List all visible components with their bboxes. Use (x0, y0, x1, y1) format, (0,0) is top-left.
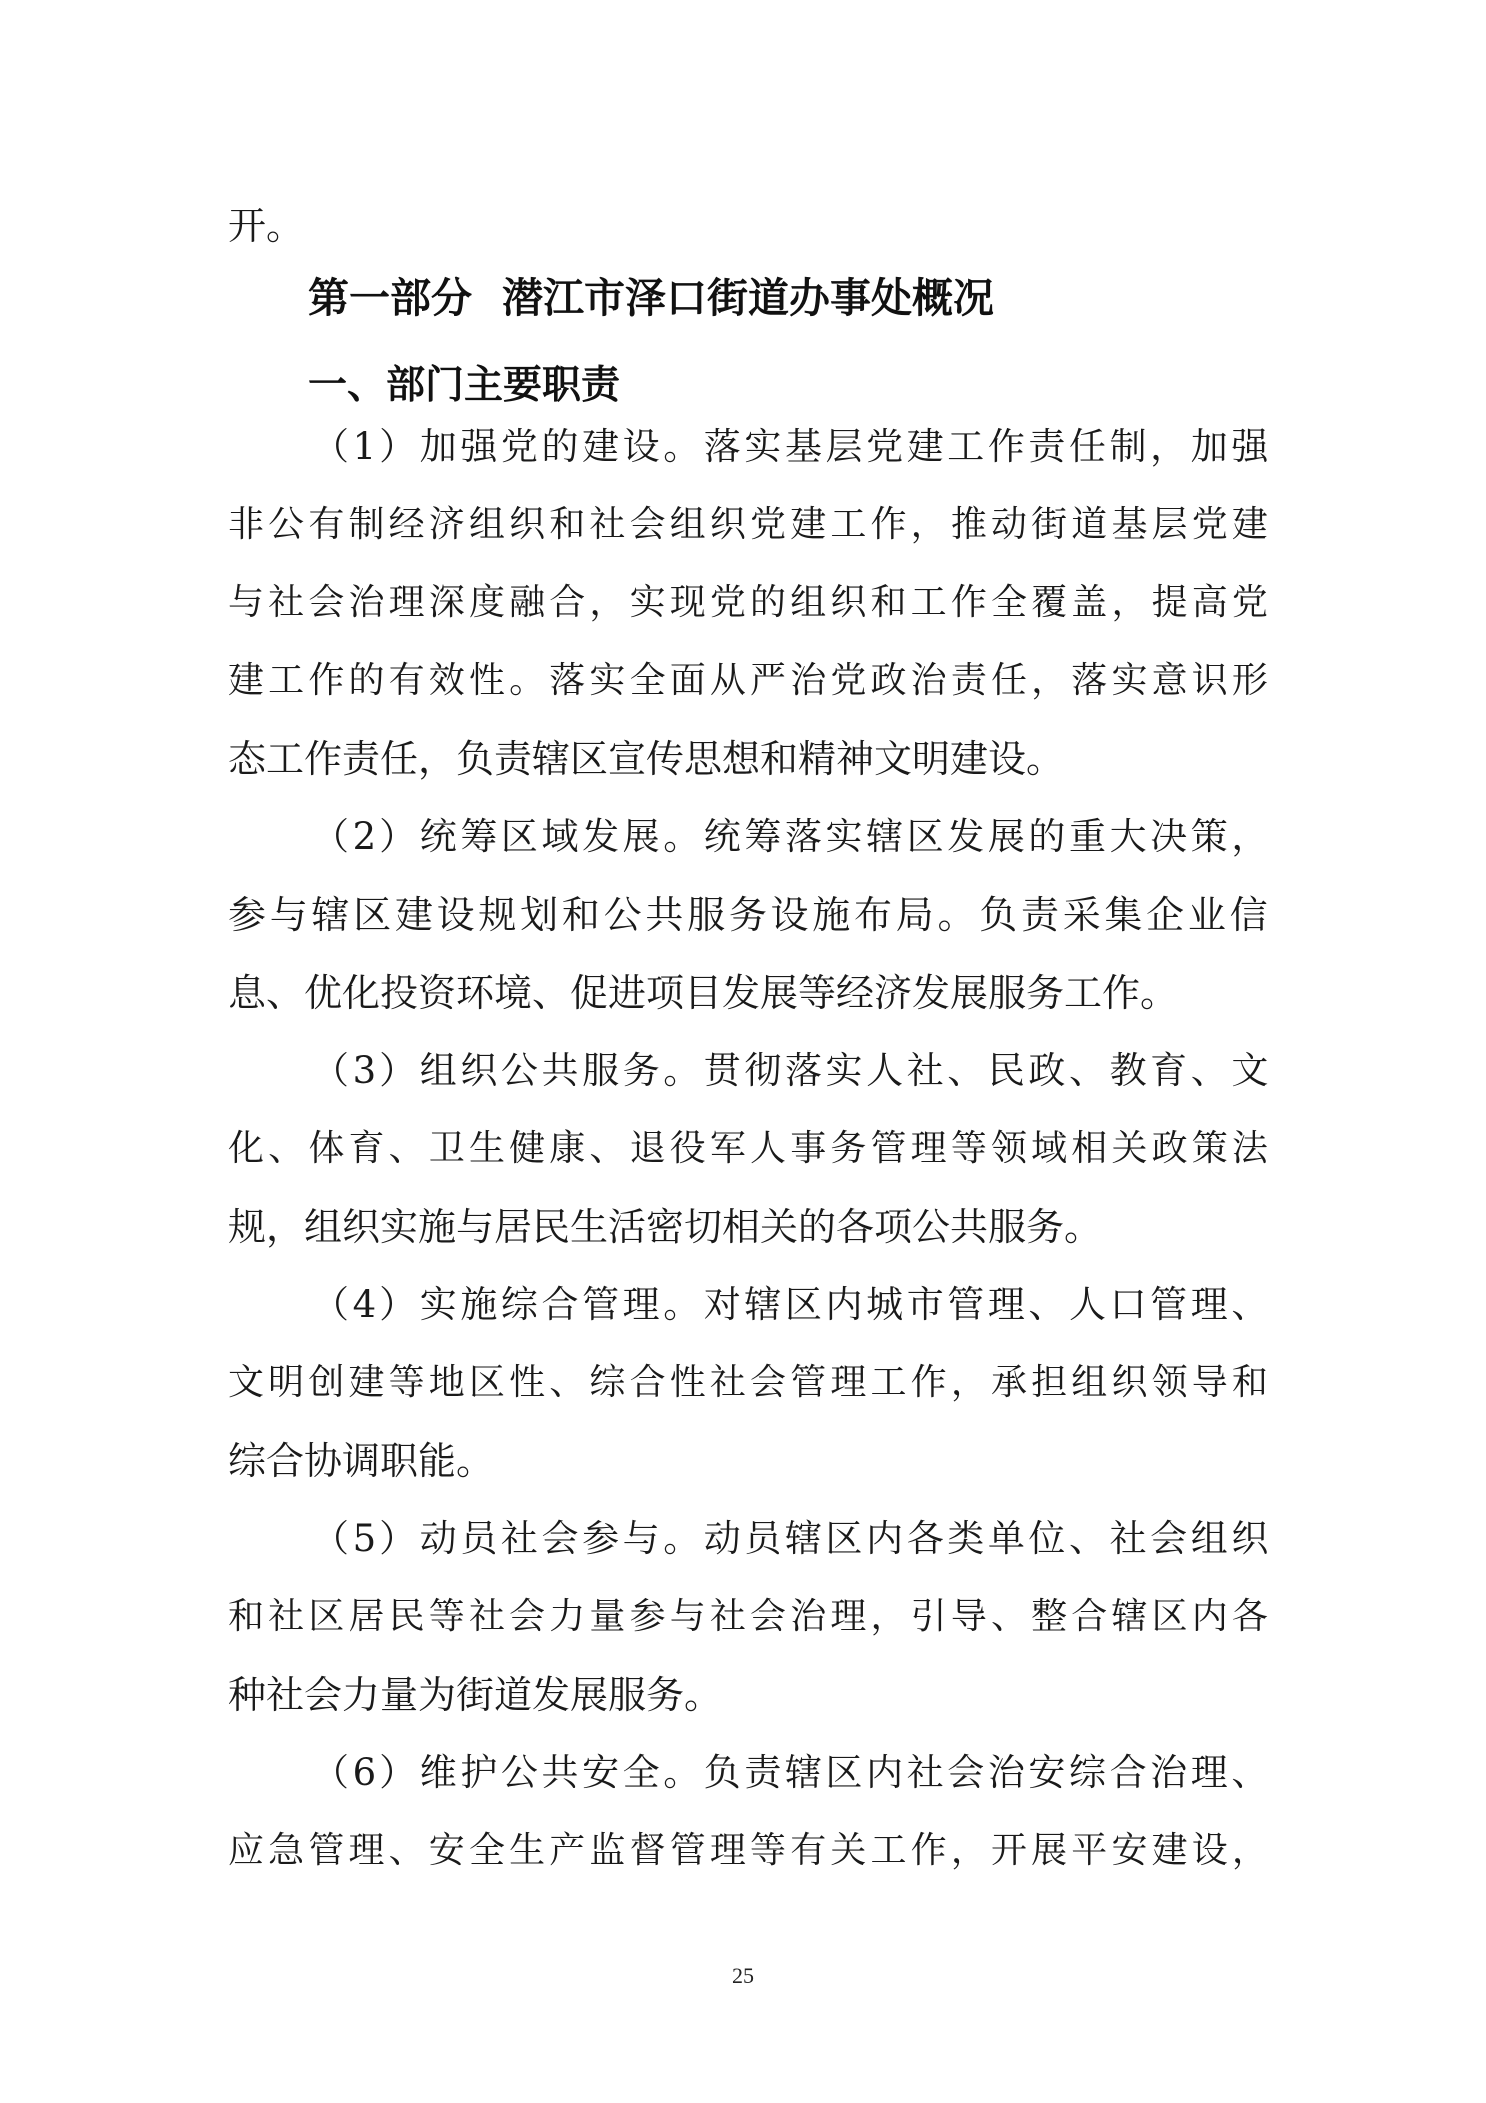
paragraph-2-line-2: 参 与 辖 区 建 设 规 划 和 公 共 服 务 设 施 布 局 。 负 责 采 集 企 业 信 (228, 893, 1268, 937)
page-number: 25 (732, 1963, 754, 1988)
part-heading (308, 273, 994, 323)
paragraph-4-line-2: 文 明 创 建 等 地 区 性 、 综 合 性 社 会 管 理 工 作 ， 承 担 组 织 领 导 和 (228, 1362, 1268, 1403)
continuation-line: 开。 (228, 204, 305, 248)
paragraph-5-line-2: 和 社 区 居 民 等 社 会 力 量 参 与 社 会 治 理 ， 引 导 、 整 合 辖 区 内 各 (228, 1596, 1268, 1637)
part-title: 潜江市泽口街道办事处概况 (502, 274, 994, 322)
paragraph-6-line-2: 应 急 管 理 、 安 全 生 产 监 督 管 理 等 有 关 工 作 ， 开 展 平 安 建 设 ， (228, 1830, 1268, 1871)
paragraph-2-line-3: 息、优化投资环境、促进项目发展等经济发展服务工作。 (228, 971, 1179, 1015)
paragraph-2-line-1: （ 2 ） 统 筹 区 域 发 展 。 统 筹 落 实 辖 区 发 展 的 重 大 决 策 ， (312, 815, 1269, 858)
paragraph-4-line-3: 综合协调职能。 (228, 1439, 495, 1483)
paragraph-1-line-1: （ 1 ） 加 强 党 的 建 设 。 落 实 基 层 党 建 工 作 责 任 制 ， 加 强 (312, 425, 1269, 468)
paragraph-3-line-1: （ 3 ） 组 织 公 共 服 务 。 贯 彻 落 实 人 社 、 民 政 、 教 育 、 文 (312, 1049, 1269, 1092)
paragraph-1-line-5: 态工作责任，负责辖区宣传思想和精神文明建设。 (228, 737, 1065, 781)
paragraph-3-line-3: 规，组织实施与居民生活密切相关的各项公共服务。 (228, 1205, 1103, 1249)
paragraph-1-line-4: 建 工 作 的 有 效 性 。 落 实 全 面 从 严 治 党 政 治 责 任 ， 落 实 意 识 形 (228, 660, 1268, 701)
paragraph-1-line-3: 与 社 会 治 理 深 度 融 合 ， 实 现 党 的 组 织 和 工 作 全 覆 盖 ， 提 高 党 (228, 582, 1268, 623)
part-label: 第一部分 (308, 274, 472, 322)
paragraph-6-line-1: （ 6 ） 维 护 公 共 安 全 。 负 责 辖 区 内 社 会 治 安 综 合 治 理 、 (312, 1751, 1269, 1794)
section-heading: 一、部门主要职责 (308, 363, 621, 408)
paragraph-4-line-1: （ 4 ） 实 施 综 合 管 理 。 对 辖 区 内 城 市 管 理 、 人 口 管 理 、 (312, 1283, 1269, 1326)
paragraph-5-line-3: 种社会力量为街道发展服务。 (228, 1673, 723, 1717)
paragraph-3-line-2: 化 、 体 育 、 卫 生 健 康 、 退 役 军 人 事 务 管 理 等 领 域 相 关 政 策 法 (228, 1128, 1268, 1169)
paragraph-1-line-2: 非 公 有 制 经 济 组 织 和 社 会 组 织 党 建 工 作 ， 推 动 街 道 基 层 党 建 (228, 504, 1268, 545)
paragraph-5-line-1: （ 5 ） 动 员 社 会 参 与 。 动 员 辖 区 内 各 类 单 位 、 社 会 组 织 (312, 1517, 1269, 1560)
